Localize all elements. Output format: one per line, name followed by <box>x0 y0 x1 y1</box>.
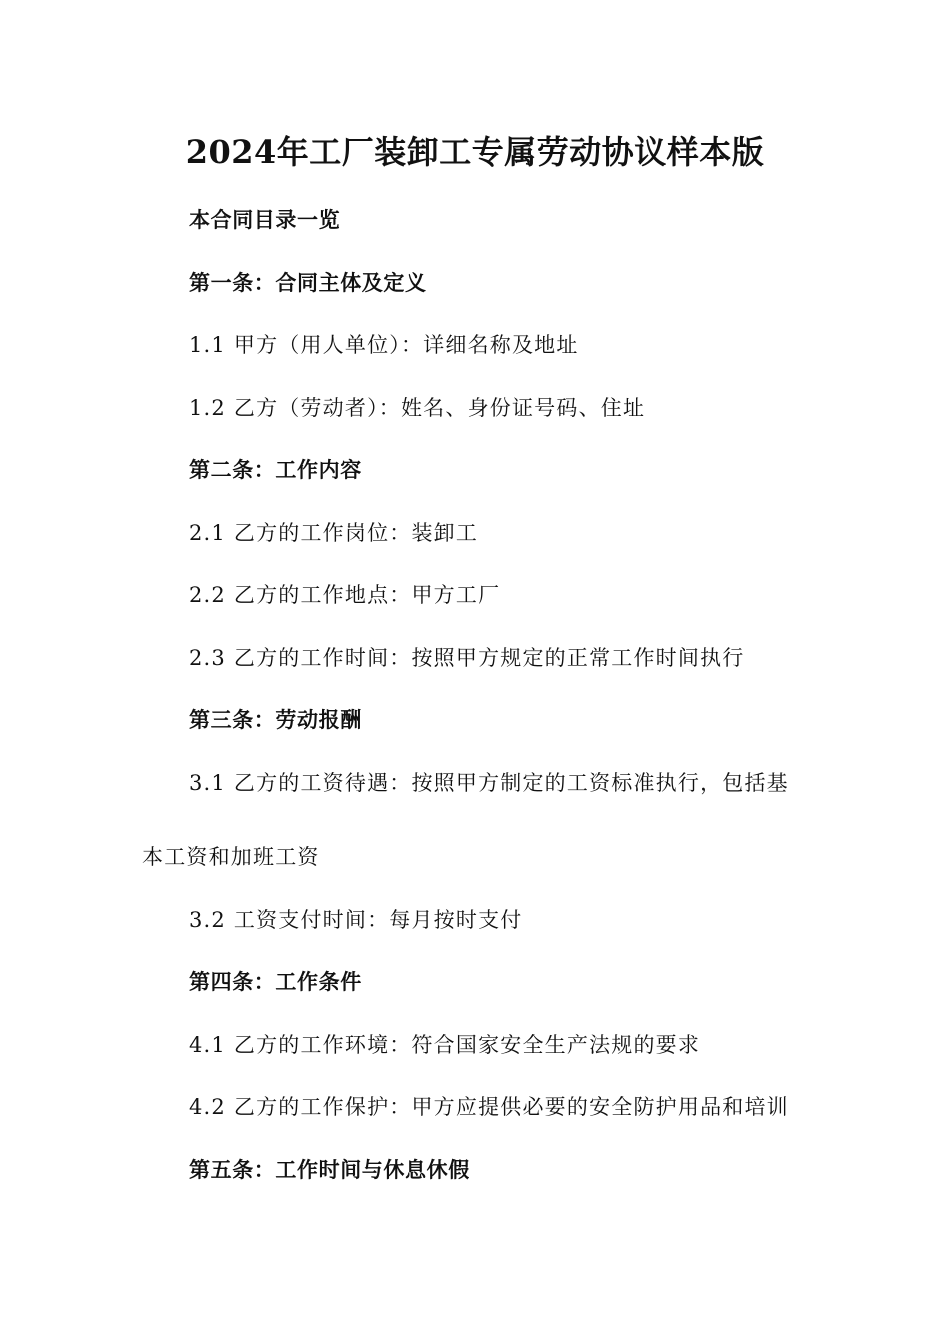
clause-line: 2.1 乙方的工作岗位：装卸工 <box>189 521 479 545</box>
article-heading: 第一条：合同主体及定义 <box>189 270 427 295</box>
toc-heading: 本合同目录一览 <box>189 207 341 232</box>
clause-line: 3.2 工资支付时间：每月按时支付 <box>189 908 523 932</box>
clause-line: 2.2 乙方的工作地点：甲方工厂 <box>189 583 501 607</box>
article-heading: 第二条：工作内容 <box>189 457 362 482</box>
article-heading: 第四条：工作条件 <box>189 969 362 994</box>
clause-continuation: 本工资和加班工资 <box>142 845 320 869</box>
document-title: 2024年工厂装卸工专属劳动协议样本版 <box>185 133 765 171</box>
clause-line: 4.1 乙方的工作环境：符合国家安全生产法规的要求 <box>189 1033 701 1057</box>
article-heading: 第五条：工作时间与休息休假 <box>189 1157 470 1182</box>
clause-line: 1.2 乙方（劳动者）：姓名、身份证号码、住址 <box>189 396 646 420</box>
clause-line: 3.1 乙方的工资待遇：按照甲方制定的工资标准执行，包括基 <box>189 771 789 795</box>
clause-line: 2.3 乙方的工作时间：按照甲方规定的正常工作时间执行 <box>189 646 745 670</box>
clause-line: 4.2 乙方的工作保护：甲方应提供必要的安全防护用品和培训 <box>189 1095 789 1119</box>
clause-line: 1.1 甲方（用人单位）：详细名称及地址 <box>189 333 579 357</box>
article-heading: 第三条：劳动报酬 <box>189 707 362 732</box>
